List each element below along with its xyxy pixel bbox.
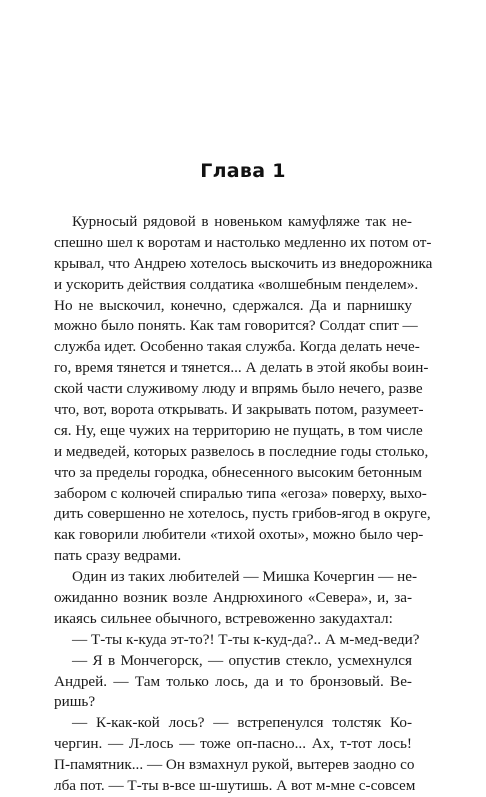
text-line: Курносый рядовой в новеньком камуфляже так не- [72, 213, 412, 230]
text-line: что, вот, ворота открывать. И закрывать потом, разумеет- [54, 401, 424, 419]
text-line: служба идет. Особенно такая служба. Когда делать нече- [54, 338, 420, 356]
text-line: го, время тянется и тянется... А делать в этой якобы воин- [54, 359, 429, 377]
text-line: ской части служивому люду и впрямь было нечего, разве [54, 380, 423, 398]
text-line: спешно шел к воротам и настолько медленно их потом от- [54, 233, 432, 251]
text-line: Один из таких любителей — Мишка Кочергин — не- [72, 568, 418, 586]
text-line: дить совершенно не хотелось, пусть грибов-ягод в округе, [54, 505, 431, 523]
text-line: и ускорить действия солдатика «волшебным пенделем». [54, 275, 419, 293]
text-line: Андрей. — Там только лось, да и то бронзовый. Ве- [54, 672, 412, 690]
text-line: — Я в Мончегорск, — опустив стекло, усмехнулся [72, 651, 412, 669]
text-line: что за пределы городка, обнесенного высоким бетонным [54, 463, 423, 481]
text-line: чергин. — Л-лось — тоже оп-пасно... Ах, т-тот лось! [54, 735, 412, 753]
text-line: ожиданно возник возле Андрюхиного «Севера», и, за- [54, 589, 412, 607]
text-line: икаясь сильнее обычного, встревоженно закудахтал: [54, 609, 393, 627]
text-line: — К-как-кой лось? — встрепенулся толстяк Ко- [72, 714, 412, 732]
text-line: — Т-ты к-куда эт-то?! Т-ты к-куд-да?.. А м-мед-веди? [72, 630, 420, 648]
text-line: ся. Ну, еще чужих на территорию не пущать, в том числе [54, 421, 423, 439]
text-line: забором с колючей спиралью типа «егоза» поверху, выхо- [54, 484, 427, 502]
text-line: лба пот. — Т-ты в-все ш-шутишь. А вот м-мне с-совсем [54, 777, 416, 795]
text-line: можно было понять. Как там говорится? Солдат спит — [54, 317, 418, 335]
body-text [54, 212, 433, 797]
text-line: Но не выскочил, конечно, сдержался. Да и парнишку [54, 296, 412, 314]
text-line: ришь? [54, 693, 96, 711]
text-line: П-памятник... — Он взмахнул рукой, вытерев заодно со [54, 756, 415, 774]
text-line: как говорили любители «тихой охоты», можно было чер- [54, 526, 424, 544]
text-line: пать сразу ведрами. [54, 547, 182, 565]
text-line: и медведей, которых развелось в последние годы столько, [54, 442, 429, 460]
text-line: крывал, что Андрею хотелось выскочить из внедорожника [54, 254, 433, 272]
chapter-title: Глава 1 [200, 160, 286, 182]
